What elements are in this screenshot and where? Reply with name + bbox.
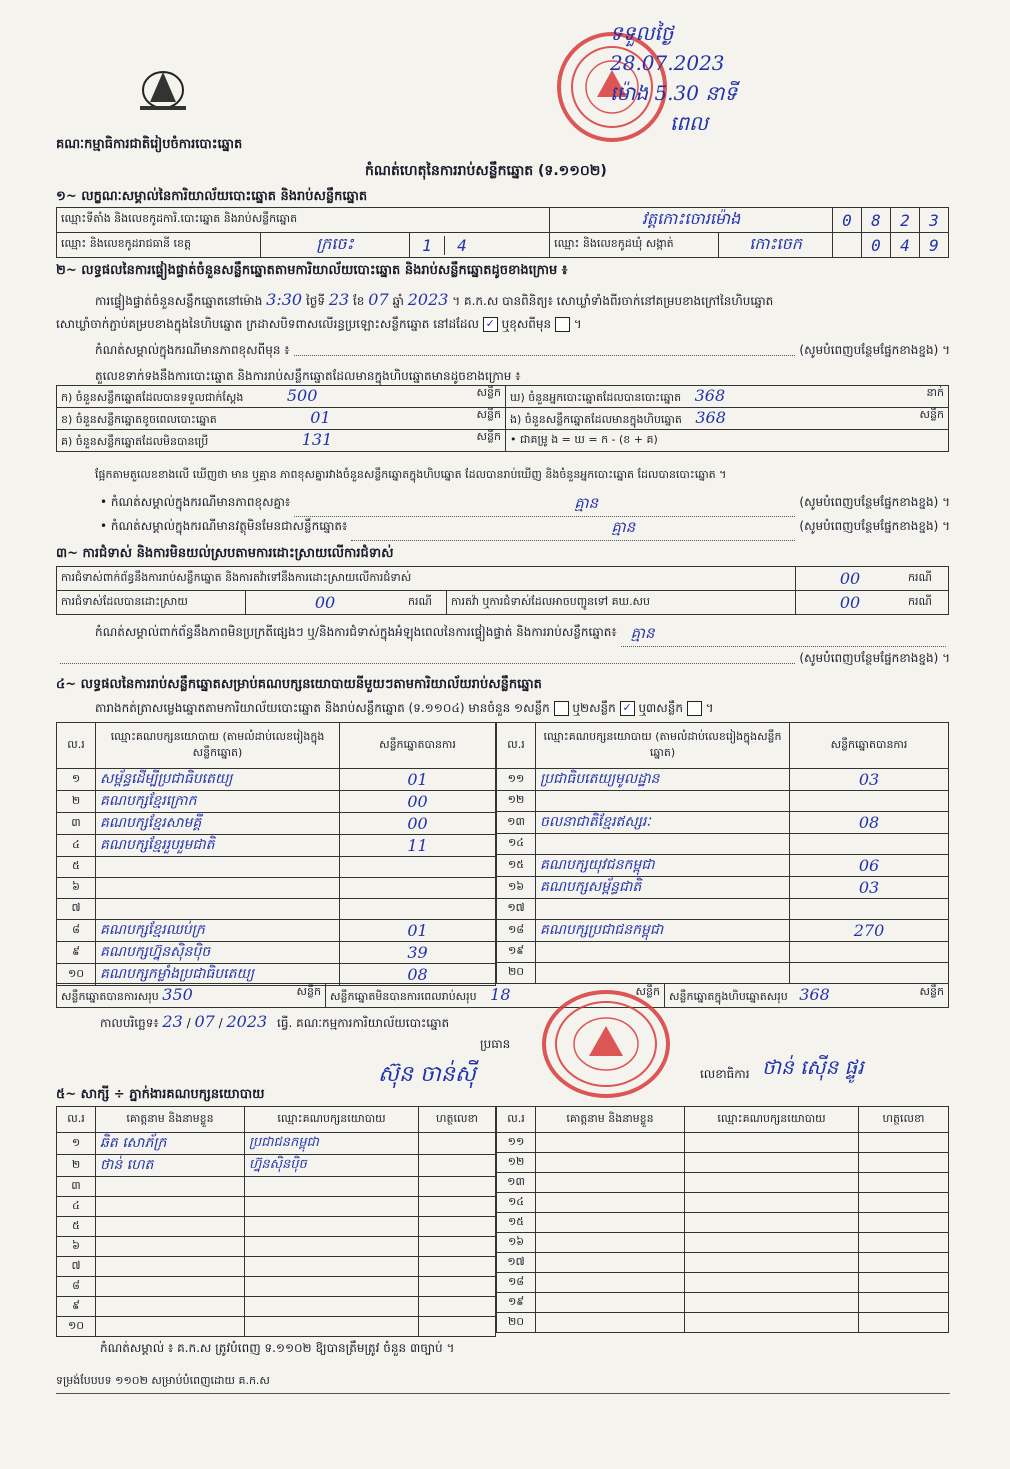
col-no: ល.រ [57,723,96,769]
row-witness-party: ប្រជាជនកម្ពុជា [245,1133,419,1155]
row-party: គណបក្សហ្វ៊ុនស៊ិនប៉ិច [96,942,340,964]
row-no: ១២ [497,791,536,812]
diff-note: • កំណត់សម្គាល់ក្នុងករណីមានភាពខុសគ្នា៖ គ្មាន (សូមបំពេញបន្ថែមផ្នែកខាងខ្នង) ។ [100,494,950,521]
objections-label: ការជំទាស់ពាក់ព័ន្ធនឹងការរាប់សន្លឹកឆ្នោត និងការតវ៉ាទៅនឹងការដោះស្រាយលើការជំទាស់ [57,567,796,591]
valid-total-label: សន្លឹកឆ្នោតបានការសរុប [61,990,159,1003]
row-witness-sign [419,1197,496,1217]
row-no: ១៨ [497,920,536,942]
table-row [497,877,949,899]
section1-table [56,207,949,258]
row-votes: 08 [340,964,496,986]
table-row [497,942,949,963]
row-no: ២០ [497,963,536,984]
box-total-value: 368 [799,985,830,1004]
row-no: ១២ [497,1153,536,1173]
check-line-2: សោឃ្លាំចាក់ភ្ជាប់គម្របខាងក្នុងនៃហិបឆ្នោត ក្រដាសបិទពាសលើរន្ធប្រឡោះសន្លឹកឆ្នោត នៅដដែល ✓ ឬខុសពីមុន ។ [56,317,582,331]
commune-value: កោះចេក [719,233,833,258]
check-day-label: ថ្ងៃទី [305,294,325,308]
row-votes: 08 [790,812,949,834]
row-no: ៩ [57,1297,96,1317]
check-line2-text: សោឃ្លាំចាក់ភ្ជាប់គម្របខាងក្នុងនៃហិបឆ្នោត ក្រដាសបិទពាសលើរន្ធប្រឡោះសន្លឹកឆ្នោត នៅដដែល [56,317,479,331]
row-witness-name [96,1297,245,1317]
table-row [57,1297,496,1317]
received-label: ទទួលថ្ងៃ [610,21,674,45]
check-time-label: ការផ្ទៀងផ្ទាត់ចំនួនសន្លឹកឆ្នោតនៅម៉ោង [95,294,263,308]
commune-code-3: 9 [920,233,949,258]
row-votes [340,857,496,878]
irregularity-label: កំណត់សម្គាល់ពាក់ព័ន្ធនឹងភាពមិនប្រក្រតីផ្សេងៗ ឬ/និងការជំទាស់ក្នុងអំឡុងពេលនៃការផ្ទៀងផ្ទាត់ និងការរាប់សន្លឹកឆ្នោត៖ [95,625,617,639]
commune-code-2: 4 [891,233,920,258]
col-witness-name: គោត្តនាម និងនាមខ្លួន [96,1107,245,1133]
table-row [57,857,496,878]
loc-code-2: 8 [862,208,891,233]
row-witness-party: ហ្វ៊ុនស៊ិនប៉ិច [245,1155,419,1177]
formula: • ជាគម្រូ ង = ឃ = ក - (ខ + គ) [506,430,949,452]
row-no: ១៣ [497,812,536,834]
row-witness-party [245,1237,419,1257]
table-row [497,1153,949,1173]
invalid-total-label: សន្លឹកឆ្នោតមិនបានការពេលរាប់សរុប [330,990,477,1003]
row-party: សម្ព័ន្ធដើម្បីប្រជាធិបតេយ្យ [96,769,340,791]
national-emblem-icon [130,62,196,114]
row-no: ១៣ [497,1173,536,1193]
row-witness-sign [419,1297,496,1317]
committee-label: ធ្វើ. គណៈកម្មការការិយាល័យបោះឆ្នោត [277,1016,450,1030]
row-party [536,791,790,812]
row-witness-party [245,1217,419,1237]
odd-note-value: គ្មាន [611,518,636,536]
table-row [57,899,496,920]
change-note-suffix: (សូមបំពេញបន្ថែមផ្នែកខាងខ្នង) ។ [799,343,950,357]
table-row [57,1197,496,1217]
row-votes: 270 [790,920,949,942]
objections-table: ការជំទាស់ពាក់ព័ន្ធនឹងការរាប់សន្លឹកឆ្នោត និងការតវ៉ាទៅនឹងការដោះស្រាយលើការជំទាស់ 00 ករណី ការជំទាស់ដែលបានដោះស្រាយ 00 ករណី ការតវ៉ា ឬការជំទាស់ដែលអាចបញ្ជូនទៅ គឃ.សប 00 ករណី [56,566,949,615]
row-no: ១៨ [497,1273,536,1293]
irregularity-note [95,624,950,651]
row-votes [340,899,496,920]
official-stamp-icon [542,990,670,1098]
secretary-label: លេខាធិការ [700,1067,750,1081]
col-party: ឈ្មោះគណបក្សនយោបាយ (តាមលំដាប់លេខរៀងក្នុងសន្លឹកឆ្នោត) [96,723,340,769]
table-row [497,1233,949,1253]
table-row [497,920,949,942]
resolved-value: 00 [246,591,405,615]
odd-note: • កំណត់សម្គាល់ក្នុងករណីមានវត្ថុមិនមែនជាសន្លឹកឆ្នោត៖ គ្មាន (សូមបំពេញបន្ថែមផ្នែកខាងខ្នង) ។ [100,518,950,545]
sheets-count-line: តារាងកត់ត្រាសម្លេងឆ្នោតតាមការិយាល័យបោះឆ្នោត និងរាប់សន្លឹកឆ្នោត (ទ.១១០៤) មានចំនួន ១សន្លឹក ឬ២សន្លឹក ✓ ឬ៣សន្លឹក ។ [95,701,714,715]
table-row [57,878,496,899]
row-party: គណបក្សខ្មែររួបរួមជាតិ [96,835,340,857]
table-row [497,1273,949,1293]
one-sheet-checkbox[interactable] [554,701,569,716]
row-no: ៩ [57,942,96,964]
forwarded-value: 00 [796,591,905,615]
row-party: គណបក្សយុវជនកម្ពុជា [536,855,790,877]
row-no: ១៤ [497,1193,536,1213]
table-row [57,1217,496,1237]
row-no: ២ [57,1155,96,1177]
row-no: ១៤ [497,834,536,855]
row-no: ១៥ [497,855,536,877]
objections-value: 00 [796,567,905,591]
col-witness-party: ឈ្មោះគណបក្សនយោបាយ [245,1107,419,1133]
row-no: ៣ [57,813,96,835]
row-votes: 01 [340,769,496,791]
check-year-label: ឆ្នាំ [392,294,404,308]
box-total-label: សន្លឹកឆ្នោតក្នុងហិបឆ្នោតសរុប [669,990,788,1003]
date-month: 07 [194,1012,215,1031]
row-no: ២ [57,791,96,813]
check-time: 3:30 [266,290,303,309]
row-votes: 03 [790,877,949,899]
voters-value: 368 [694,386,726,405]
row-no: ១៦ [497,1233,536,1253]
table-row [497,1193,949,1213]
date-day: 23 [162,1012,183,1031]
table-row [497,834,949,855]
row-witness-party [245,1277,419,1297]
loc-value: វត្តកោះចោរម៉ោង [550,208,833,233]
witness-table-left: ល.រ គោត្តនាម និងនាមខ្លួន ឈ្មោះគណបក្សនយោបាយ ហត្ថលេខា ១ ឆិត សោភ័ក្រ ប្រជាជនកម្ពុជា ២ ថាន់ ហេត ហ្វ៊ុនស៊ិនប៉ិច ៣ ៤ ៥ ៦ ៧ ៨ ៩ ១០ [56,1106,496,1337]
table-row [57,1277,496,1297]
row-party: ចលនាជាតិខ្មែរឥស្សរៈ [536,812,790,834]
row-witness-name: ឆិត សោភ័ក្រ [96,1133,245,1155]
valid-total-value: 350 [162,985,193,1004]
table-row [57,942,496,964]
three-sheets-checkbox[interactable] [687,701,702,716]
table-row [497,963,949,984]
received-date: 28.07.2023 [610,51,725,75]
row-witness-sign [419,1155,496,1177]
province-code-1: 1 [410,236,445,255]
figures-intro: តួលេខទាក់ទងនឹងការបោះឆ្នោត និងការរាប់សន្លឹកឆ្នោតដែលមានក្នុងហិបឆ្នោតមានដូចខាងក្រោម ៖ [95,369,521,383]
row-party: គណបក្សខ្មែរក្រោក [96,791,340,813]
form-title: កំណត់ហេតុនៃការរាប់សន្លឹកឆ្នោត (ទ.១១០២) [365,163,607,179]
row-votes: 03 [790,769,949,791]
org-name: គណៈកម្មាធិការជាតិរៀបចំការបោះឆ្នោត [56,137,243,152]
form-footer: ទម្រង់បែបបទ ១១០២ សម្រាប់បំពេញដោយ គ.ក.ស [56,1374,950,1394]
row-party: គណបក្សខ្មែរឈប់ក្រ [96,920,340,942]
province-value: ក្រចេះ [261,233,410,258]
row-party [536,899,790,920]
row-witness-sign [419,1277,496,1297]
row-witness-party [245,1197,419,1217]
received-time: ម៉ោង 5.30 នាទី [610,81,738,105]
table-row [57,1257,496,1277]
table-row [57,1317,496,1337]
row-no: ១៩ [497,1293,536,1313]
row-no: ១ [57,1133,96,1155]
table-row [497,1253,949,1273]
irregularity-value: គ្មាន [630,624,655,642]
row-no: ១ [57,769,96,791]
row-witness-party [245,1297,419,1317]
section4-heading: ៤~ លទ្ធផលនៃការរាប់សន្លឹកឆ្នោតសម្រាប់គណបក្សនយោបាយនីមួយៗតាមការិយាល័យរាប់សន្លឹកឆ្នោត [56,677,542,692]
table-row [57,1133,496,1155]
row-party: គណបក្សសម្ព័ន្ធជាតិ [536,877,790,899]
row-votes: 11 [340,835,496,857]
table-row [57,1155,496,1177]
row-witness-name [96,1237,245,1257]
row-no: ៤ [57,835,96,857]
table-row [57,835,496,857]
row-votes: 39 [340,942,496,964]
unchanged-checkbox[interactable]: ✓ [483,317,498,332]
row-no: ២០ [497,1313,536,1333]
in-box-value: 368 [695,408,726,427]
commune-code-1: 0 [862,233,891,258]
table-row [497,1293,949,1313]
diff-note-value: គ្មាន [574,494,599,512]
odd-note-label: • កំណត់សម្គាល់ក្នុងករណីមានវត្ថុមិនមែនជាសន្លឹកឆ្នោត៖ [100,519,348,533]
loc-label: ឈ្មោះទីតាំង និងលេខកូដការិ.បោះឆ្នោត និងរាប់សន្លឹកឆ្នោត [57,208,550,233]
row-witness-name [96,1197,245,1217]
row-no: ៥ [57,857,96,878]
changed-checkbox[interactable] [555,317,570,332]
forwarded-label: ការតវ៉ា ឬការជំទាស់ដែលអាចបញ្ជូនទៅ គឃ.សប [447,591,796,615]
table-row [497,1213,949,1233]
loc-code-3: 2 [891,208,920,233]
chair-label: ប្រធាន [480,1037,511,1051]
row-witness-name [96,1317,245,1337]
row-no: ៥ [57,1217,96,1237]
results-table-left [56,722,496,986]
row-no: ៧ [57,899,96,920]
row-party [536,963,790,984]
province-label: ឈ្មោះ និងលេខកូដរាជធានី ខេត្ត [57,233,261,258]
compare-text: ផ្អែកតាមតួលេខខាងលើ ឃើញថា មាន ឬគ្មាន ភាពខុសគ្នារវាងចំនួនសន្លឹកឆ្នោតក្នុងហិបឆ្នោត ដែលបានរាប់ឃើញ និងចំនួនអ្នកបោះឆ្នោត ដែលបានបោះឆ្នោត ។ [95,468,727,481]
date-year: 2023 [226,1012,268,1031]
row-witness-sign [419,1257,496,1277]
row-votes [790,834,949,855]
row-votes [790,963,949,984]
row-witness-name: ថាន់ ហេត [96,1155,245,1177]
row-votes: 00 [340,813,496,835]
row-witness-sign [419,1317,496,1337]
section2-heading: ២~ លទ្ធផលនៃការផ្ទៀងផ្ទាត់ចំនួនសន្លឹកឆ្នោតតាមការិយាល័យបោះឆ្នោត និងរាប់សន្លឹកឆ្នោតដូចខាងក្រោម ៖ [56,263,568,278]
change-note [95,342,950,360]
row-no: ១៧ [497,899,536,920]
row-witness-party [245,1177,419,1197]
change-note-label: កំណត់សម្គាល់ក្នុងករណីមានភាពខុសពីមុន ៖ [95,343,290,357]
received-sheets-label: ក) ចំនួនសន្លឹកឆ្នោតដែលបានទទួលជាក់ស្ដែង [61,391,244,404]
table-row [57,1237,496,1257]
table-row [57,813,496,835]
row-witness-name [96,1177,245,1197]
resolved-label: ការជំទាស់ដែលបានដោះស្រាយ [57,591,246,615]
changed-label: ឬខុសពីមុន [501,317,552,331]
row-no: ១០ [57,964,96,986]
invalid-total-value: 18 [490,985,511,1004]
table-row [57,769,496,791]
received-note [610,18,737,138]
province-code-2: 4 [457,235,467,255]
spoiled-value: 01 [310,408,331,427]
table-row [57,791,496,813]
table-row [497,855,949,877]
row-no: ១១ [497,769,536,791]
row-no: ១៦ [497,877,536,899]
row-votes: 00 [340,791,496,813]
row-witness-sign [419,1217,496,1237]
chair-signature: ស៊ុន ចាន់ស៊ី [378,1062,476,1087]
irregularity-line2: (សូមបំពេញបន្ថែមផ្នែកខាងខ្នង) ។ [56,650,950,668]
section5-heading: ៥~ សាក្សី ÷ ភ្នាក់ងារគណបក្សនយោបាយ [56,1087,265,1102]
row-witness-sign [419,1133,496,1155]
check-year: 2023 [407,290,449,309]
check-line-1 [95,290,773,311]
row-party: គណបក្សខ្មែរសាមគ្គី [96,813,340,835]
unused-label: គ) ចំនួនសន្លឹកឆ្នោតដែលមិនបានប្រើ [61,435,209,448]
table-row [497,899,949,920]
check-month-label: ខែ [353,294,365,308]
row-no: ១០ [57,1317,96,1337]
col-witness-sign: ហត្ថលេខា [419,1107,496,1133]
diff-note-label: • កំណត់សម្គាល់ក្នុងករណីមានភាពខុសគ្នា៖ [100,495,291,509]
row-no: ៦ [57,1237,96,1257]
row-no: ១១ [497,1133,536,1153]
row-votes [790,942,949,963]
received-sheets-value: 500 [286,386,318,405]
loc-code-1: 0 [833,208,862,233]
row-no: ៦ [57,878,96,899]
spoiled-label: ខ) ចំនួនសន្លឹកឆ្នោតខូចពេលបោះឆ្នោត [61,413,217,426]
check-day: 23 [328,290,350,309]
table-row [497,1133,949,1153]
row-no: ៣ [57,1177,96,1197]
row-party [96,857,340,878]
figures-table: ក) ចំនួនសន្លឹកឆ្នោតដែលបានទទួលជាក់ស្ដែង 500 សន្លឹក ឃ) ចំនួនអ្នកបោះឆ្នោតដែលបានបោះឆ្នោត 368 នាក់ ខ) ចំនួនសន្លឹកឆ្នោតខូចពេលបោះឆ្នោត 01 សន្លឹក ង) ចំនួនសន្លឹកឆ្នោតដែលមានក្នុងហិបឆ្នោត 368 សន្លឹក គ) ចំនួនសន្លឹកឆ្នោតដែលមិនបានប្រើ 131 សន្លឹក • ជាគម្រូ ង = ឃ = ក - (ខ + គ) [56,385,949,452]
in-box-label: ង) ចំនួនសន្លឹកឆ្នោតដែលមានក្នុងហិបឆ្នោត [510,413,682,426]
totals-table: សន្លឹកឆ្នោតបានការសរុប 350 សន្លឹក សន្លឹកឆ្នោតមិនបានការពេលរាប់សរុប 18 សន្លឹក សន្លឹកឆ្នោតក្នុងហិបឆ្នោតសរុប 368 សន្លឹក [56,983,949,1008]
unused-value: 131 [301,430,333,449]
row-party: គណបក្សប្រជាជនកម្ពុជា [536,920,790,942]
row-party [96,899,340,920]
table-row [57,920,496,942]
row-votes [790,791,949,812]
row-party: គណបក្សកម្លាំងប្រជាធិបតេយ្យ [96,964,340,986]
row-party [96,878,340,899]
commune-label: ឈ្មោះ និងលេខកូដឃុំ សង្កាត់ [550,233,719,258]
table-row [497,791,949,812]
section3-heading: ៣~ ការជំទាស់ និងការមិនយល់ស្របតាមការដោះស្រាយលើការជំទាស់ [56,546,394,561]
row-no: ១៩ [497,942,536,963]
row-witness-name [96,1217,245,1237]
results-table-right: ល.រ ឈ្មោះគណបក្សនយោបាយ (តាមលំដាប់លេខរៀងក្នុងសន្លឹកឆ្នោត) សន្លឹកឆ្នោតបានការ ១១ ប្រជាធិបតេយ្យមូលដ្ឋាន 03 ១២ ១៣ ចលនាជាតិខ្មែរឥស្សរៈ 08 ១៤ ១៥ គណបក្សយុវជនកម្ពុជា 06 ១៦ គណបក្សសម្ព័ន្ធជាតិ 03 ១៧ ១៨ គណបក្សប្រជាជនកម្ពុជា 270 ១៩ ២០ [496,722,949,984]
row-votes: 06 [790,855,949,877]
row-witness-party [245,1317,419,1337]
two-sheets-checkbox[interactable]: ✓ [620,701,635,716]
table-row [497,1313,949,1333]
row-party [536,942,790,963]
table-row [497,769,949,791]
loc-code-4: 3 [920,208,949,233]
row-witness-sign [419,1177,496,1197]
row-witness-party [245,1257,419,1277]
row-votes [340,878,496,899]
row-witness-name [96,1257,245,1277]
row-no: ៨ [57,920,96,942]
witness-table-right: ល.រ គោត្តនាម និងនាមខ្លួន ឈ្មោះគណបក្សនយោបាយ ហត្ថលេខា ១១ ១២ ១៣ ១៤ ១៥ ១៦ ១៧ ១៨ ១៩ ២០ [496,1106,949,1333]
row-no: ១៥ [497,1213,536,1233]
row-votes: 01 [340,920,496,942]
voters-label: ឃ) ចំនួនអ្នកបោះឆ្នោតដែលបានបោះឆ្នោត [510,391,682,404]
row-no: ៤ [57,1197,96,1217]
check-line1-rest: ។ គ.ក.ស បានពិនិត្យ៖ សោឃ្លាំទាំងពីរចាក់នៅគម្របខាងក្រៅនៃហិបឆ្នោត [452,294,774,308]
row-party [536,834,790,855]
row-no: ៧ [57,1257,96,1277]
row-votes [790,899,949,920]
date-line: កាលបរិច្ឆេទ៖ 23 / 07 / 2023 ធ្វើ. គណៈកម្មការការិយាល័យបោះឆ្នោត [100,1012,450,1031]
row-witness-name [96,1277,245,1297]
row-no: ៨ [57,1277,96,1297]
row-no: ១៧ [497,1253,536,1273]
section1-heading: ១~ លក្ខណៈសម្គាល់នៃការិយាល័យបោះឆ្នោត និងរាប់សន្លឹកឆ្នោត [56,189,368,204]
received-period: ពេល [670,111,709,135]
table-row [57,1177,496,1197]
col-votes: សន្លឹកឆ្នោតបានការ [340,723,496,769]
row-party: ប្រជាធិបតេយ្យមូលដ្ឋាន [536,769,790,791]
row-witness-sign [419,1237,496,1257]
check-month: 07 [368,290,389,309]
table-row [497,812,949,834]
secretary-signature: ថាន់ ស៊ើន ផ្ទូរ [762,1055,864,1079]
table-row [497,1173,949,1193]
footnote: កំណត់សម្គាល់ ៖ គ.ក.ស ត្រូវបំពេញ ទ.១១០២ ឱ្យបានត្រឹមត្រូវ ចំនួន ៣ច្បាប់ ។ [100,1341,455,1355]
